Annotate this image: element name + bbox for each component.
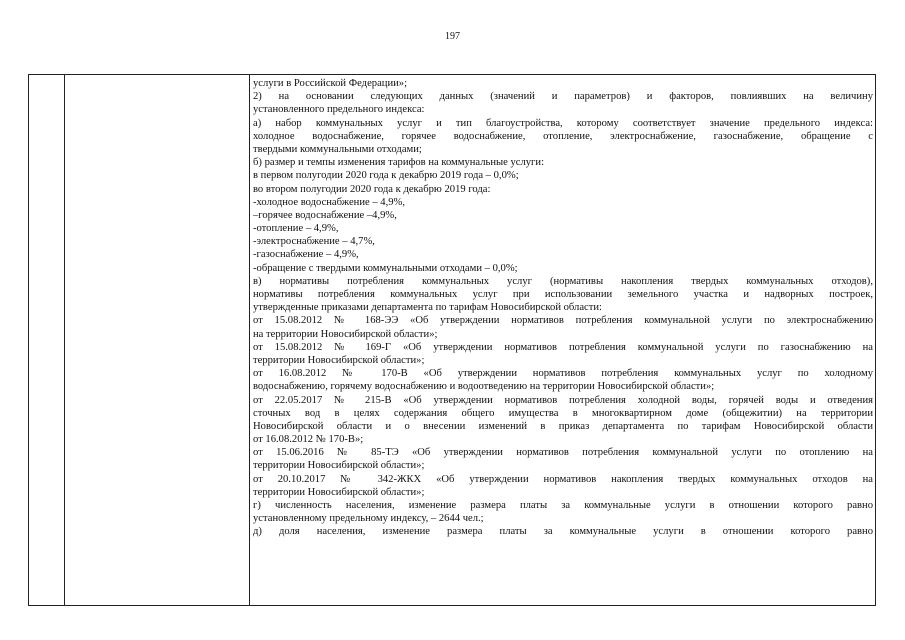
text-line: от 15.08.2012 № 169-Г «Об утверждении нормативов потребления коммунальной услуги по газоснабжению на	[253, 341, 873, 353]
document-text	[253, 77, 873, 539]
text-line: твердыми коммунальными отходами;	[253, 143, 422, 155]
text-line: на территории Новосибирской области»;	[253, 328, 438, 340]
text-line: -газоснабжение – 4,9%,	[253, 249, 359, 261]
text-line: в) нормативы потребления коммунальных услуг (нормативы накопления твердых коммунальных отходов),	[253, 275, 873, 287]
text-line: -электроснабжение – 4,7%,	[253, 236, 375, 248]
text-line: утвержденные приказами департамента по тарифам Новосибирской области:	[253, 302, 602, 314]
text-line: от 16.08.2012 № 170-В»;	[253, 434, 364, 446]
text-line: -обращение с твердыми коммунальными отходами – 0,0%;	[253, 262, 518, 274]
text-line: –горячее водоснабжение –4,9%,	[253, 209, 397, 221]
text-line: д) доля населения, изменение размера платы за коммунальные услуги в отношении которого равно	[253, 526, 873, 538]
text-line: г) численность населения, изменение размера платы за коммунальные услуги в отношении которого равно	[253, 500, 873, 511]
text-line: Новосибирской области и о внесении изменений в приказ департамента по тарифам Новосибирской области	[253, 420, 873, 432]
text-line: территории Новосибирской области»;	[253, 486, 425, 498]
text-line: а) набор коммунальных услуг и тип благоустройства, которому соответствует значение предельного индекса:	[253, 117, 873, 129]
page-number: 197	[445, 31, 460, 42]
text-line: водоснабжению, горячему водоснабжению и водоотведению на территории Новосибирской области»;	[253, 381, 715, 393]
text-line: нормативы потребления коммунальных услуг при использовании земельного участка и надворных построек,	[253, 289, 873, 300]
text-line: от 16.08.2012 № 170-В «Об утверждении нормативов потребления коммунальных услуг по холодному	[253, 368, 873, 380]
text-line: территории Новосибирской области»;	[253, 460, 425, 472]
table-column-1	[29, 75, 65, 605]
text-line: услуги в Российской Федерации»;	[253, 78, 408, 89]
text-line: во втором полугодии 2020 года к декабрю 2019 года:	[253, 183, 491, 195]
text-line: от 15.06.2016 № 85-ТЭ «Об утверждении нормативов потребления коммунальной услуги по отоплению на	[253, 447, 873, 459]
text-line: в первом полугодии 2020 года к декабрю 2019 года – 0,0%;	[253, 170, 519, 182]
text-line: -отопление – 4,9%,	[253, 223, 339, 235]
text-line: 2) на основании следующих данных (значений и параметров) и факторов, повлиявших на величину	[253, 91, 873, 103]
text-line: территории Новосибирской области»;	[253, 354, 425, 366]
table-column-3	[250, 75, 875, 605]
text-line: от 22.05.2017 № 215-В «Об утверждении нормативов потребления холодной воды, горячей воды и отведения	[253, 394, 873, 406]
text-line: сточных вод в целях содержания общего имущества в многоквартирном доме (общежитии) на территории	[253, 407, 873, 419]
text-line: от 15.08.2012 № 168-ЭЭ «Об утверждении нормативов потребления коммунальной услуги по электроснабжению	[253, 315, 873, 327]
text-line: установленного предельного индекса:	[253, 104, 425, 116]
document-table	[28, 74, 876, 606]
table-column-2	[65, 75, 250, 605]
text-line: холодное водоснабжение, горячее водоснабжение, отопление, электроснабжение, газоснабжение, обращение с	[253, 130, 873, 142]
text-line: б) размер и темпы изменения тарифов на коммунальные услуги:	[253, 157, 545, 169]
text-line: от 20.10.2017 № 342-ЖКХ «Об утверждении нормативов накопления твердых коммунальных отходов на	[253, 473, 873, 485]
text-line: установленному предельному индексу, – 2644 чел.;	[253, 513, 484, 525]
text-line: -холодное водоснабжение – 4,9%,	[253, 196, 405, 208]
